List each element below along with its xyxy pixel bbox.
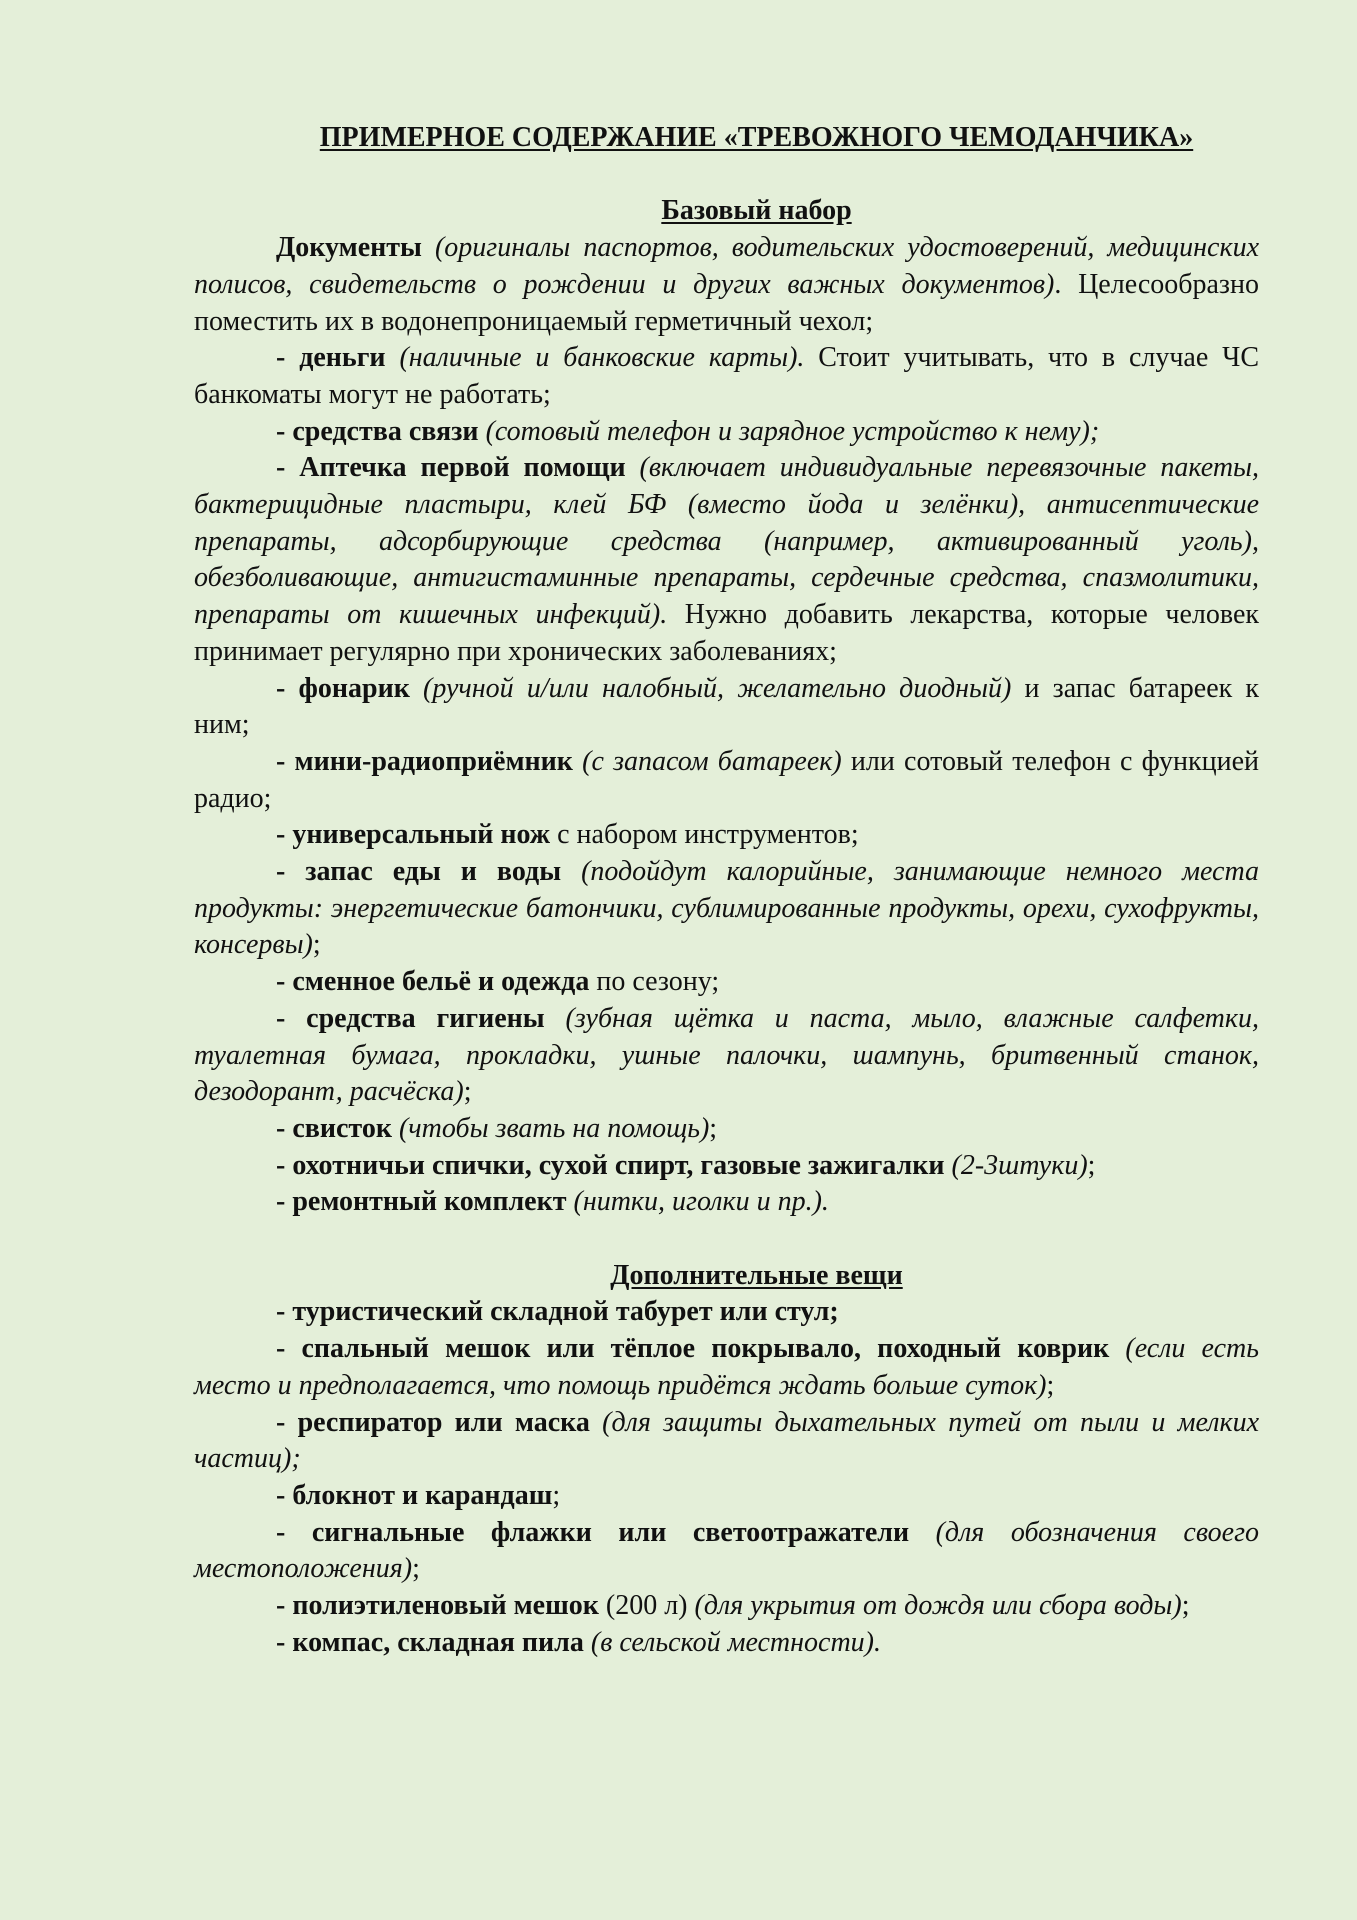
item-italic-note: (включает индивидуальные перевязочные пакеты, бактерицидные пластыри, клей БФ (вместо йода и зелёнки), антисептические препараты, адсорбирующие средства (например, активированный уголь), обезболивающие, антигистаминные препараты, сердечные средства, спазмолитики, препараты от кишечных инфекций). xyxy=(194,452,1260,631)
list-item xyxy=(194,854,1259,964)
item-bold-text: - компас, складная пила xyxy=(276,1626,584,1658)
item-bold-text: - средства связи xyxy=(276,415,479,447)
item-bold-text: - блокнот и карандаш xyxy=(276,1479,553,1511)
list-item xyxy=(194,1001,1259,1111)
item-bold-text: - ремонтный комплект xyxy=(276,1186,567,1218)
list-item xyxy=(194,340,1259,413)
list-item xyxy=(194,744,1259,817)
spacer xyxy=(194,1221,1259,1258)
item-text: ; xyxy=(1181,1590,1190,1622)
document-page xyxy=(194,120,1259,1662)
item-bold-text: - свисток xyxy=(276,1112,392,1144)
list-item xyxy=(194,964,1259,1001)
item-bold-text: - универсальный нож xyxy=(276,819,551,851)
list-item xyxy=(194,1331,1259,1404)
item-italic-note: (зубная щётка и паста, мыло, влажные салфетки, туалетная бумага, прокладки, ушные палочки, шампунь, бритвенный станок, дезодорант, расчёска) xyxy=(194,1002,1259,1108)
item-italic-note: (для защиты дыхательных путей от пыли и мелких частиц); xyxy=(194,1406,1260,1475)
item-italic-note: (с запасом батареек) xyxy=(582,745,842,777)
list-item xyxy=(194,671,1259,744)
spacer xyxy=(194,157,1259,194)
item-italic-note: (2-3штуки) xyxy=(951,1149,1088,1181)
item-text: ; xyxy=(709,1112,718,1144)
item-text: с набором инструментов; xyxy=(557,819,859,851)
item-text: ; xyxy=(1046,1369,1055,1401)
item-italic-note: (сотовый телефон и зарядное устройство к нему); xyxy=(485,415,1100,447)
item-text: ; xyxy=(463,1076,472,1108)
item-text: (200 л) xyxy=(605,1590,688,1622)
item-italic-note: (подойдут калорийные, занимающие немного места продукты: энергетические батончики, сублимированные продукты, орехи, сухофрукты, консервы) xyxy=(194,856,1260,961)
item-italic-note: (чтобы звать на помощь) xyxy=(398,1112,710,1144)
item-bold-text: - мини-радиоприёмник xyxy=(276,745,573,777)
item-text: Нужно добавить лекарства, которые человек принимает регулярно при хронических заболеваниях; xyxy=(194,599,1259,667)
list-item xyxy=(194,1405,1259,1478)
item-bold-text: - спальный мешок или тёплое покрывало, походный коврик xyxy=(276,1333,1110,1365)
item-bold-text: - средства гигиены xyxy=(276,1002,545,1034)
section-heading-extra: Дополнительные вещи xyxy=(610,1259,903,1291)
item-italic-note: (ручной и/или налобный, желательно диодный) xyxy=(423,672,1012,704)
list-item xyxy=(194,1625,1259,1662)
item-text: ; xyxy=(1087,1149,1096,1181)
list-item xyxy=(194,1478,1259,1515)
item-italic-note: (оригиналы паспортов, водительских удостоверений, медицинских полисов, свидетельств о рождении и других важных документов) xyxy=(194,232,1259,300)
section-heading-basic: Базовый набор xyxy=(661,195,852,227)
item-text: . Целесообразно поместить их в водонепроницаемый герметичный чехол; xyxy=(194,268,1259,337)
document-title: ПРИМЕРНОЕ СОДЕРЖАНИЕ «ТРЕВОЖНОГО ЧЕМОДАНЧИКА» xyxy=(319,122,1194,153)
item-text: ; xyxy=(552,1479,561,1511)
basic-items-list xyxy=(194,230,1259,1221)
item-bold-text: - сменное бельё и одежда xyxy=(276,966,590,998)
item-bold-text: - полиэтиленовый мешок xyxy=(276,1590,599,1622)
item-bold-text: - деньги xyxy=(276,342,386,374)
item-bold-text: - запас еды и воды xyxy=(276,856,562,888)
item-italic-note: (для укрытия от дождя или сбора воды) xyxy=(694,1590,1182,1622)
item-italic-note: (в сельской местности). xyxy=(590,1626,882,1658)
item-bold-text: - фонарик xyxy=(276,672,410,704)
item-bold-text: - Аптечка первой помощи xyxy=(276,452,626,484)
list-item xyxy=(194,230,1259,340)
item-bold-text: - сигнальные флажки или светоотражатели xyxy=(276,1516,910,1548)
item-text: ; xyxy=(312,929,321,961)
item-text: Стоит учитывать, что в случае ЧС банкоматы могут не работать; xyxy=(194,342,1260,410)
item-bold-text: - респиратор или маска xyxy=(276,1406,590,1438)
list-item xyxy=(194,1588,1259,1625)
item-italic-note: (наличные и банковские карты). xyxy=(399,342,805,374)
item-text: ; xyxy=(412,1553,420,1585)
item-bold-text: - туристический складной табурет или стул; xyxy=(276,1296,839,1328)
item-text: по сезону; xyxy=(596,966,720,998)
list-item xyxy=(194,1294,1259,1331)
item-text: и запас батареек к ним; xyxy=(194,672,1260,741)
list-item xyxy=(194,450,1259,670)
list-item xyxy=(194,817,1259,854)
item-italic-note: (если есть место и предполагается, что помощь придётся ждать больше суток) xyxy=(194,1333,1259,1401)
item-italic-note: (нитки, иголки и пр.). xyxy=(573,1186,829,1218)
list-item xyxy=(194,1148,1259,1185)
item-bold-text: - охотничьи спички, сухой спирт, газовые зажигалки xyxy=(276,1149,945,1181)
item-text: или сотовый телефон с функцией радио; xyxy=(194,745,1259,814)
list-item xyxy=(194,414,1259,451)
item-bold-text: Документы xyxy=(276,232,422,264)
list-item xyxy=(194,1515,1259,1588)
list-item xyxy=(194,1184,1259,1221)
item-italic-note: (для обозначения своего местоположения) xyxy=(194,1516,1259,1585)
list-item xyxy=(194,1111,1259,1148)
extra-items-list xyxy=(194,1294,1259,1661)
